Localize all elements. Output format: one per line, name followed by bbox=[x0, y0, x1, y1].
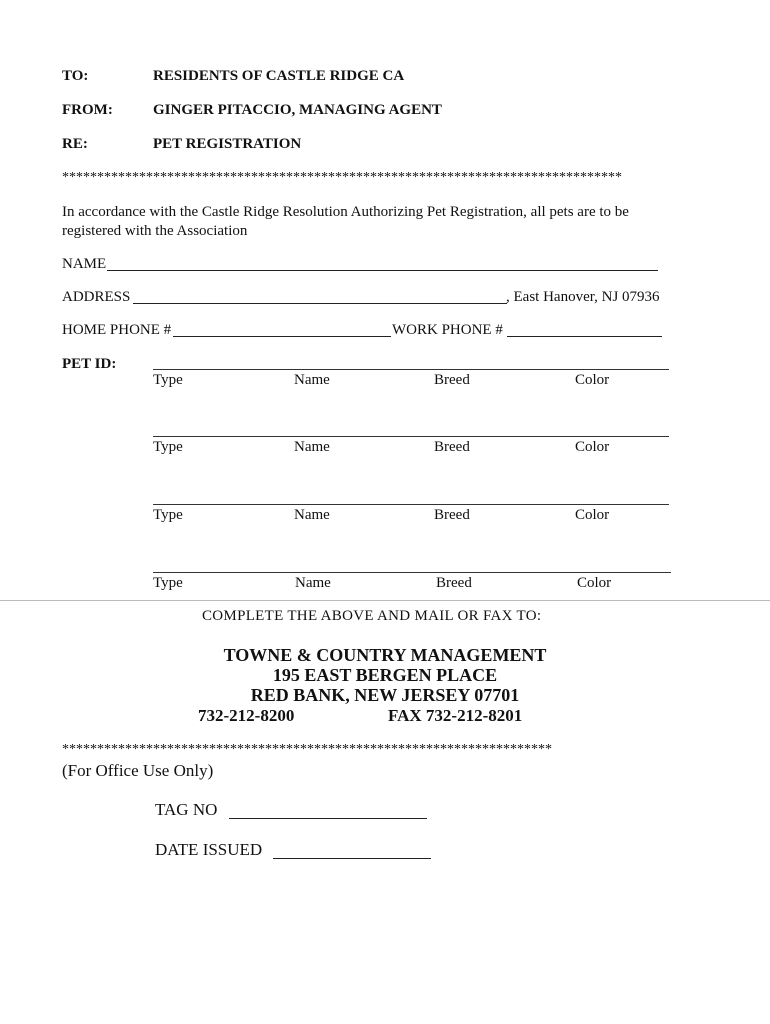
separator-stars-top: ******************************************************************************** bbox=[62, 170, 622, 185]
address-field[interactable] bbox=[133, 303, 507, 304]
pet-4-color-caption: Color bbox=[577, 575, 612, 591]
re-label: RE: bbox=[62, 136, 88, 152]
pet-4-name-caption: Name bbox=[295, 575, 331, 591]
pet-id-label: PET ID: bbox=[62, 356, 117, 372]
pet-3-color-caption: Color bbox=[575, 507, 610, 523]
home-phone-field[interactable] bbox=[173, 336, 391, 337]
name-label: NAME bbox=[62, 256, 107, 272]
tag-no-field[interactable] bbox=[229, 818, 427, 819]
address-suffix: , East Hanover, NJ 07936 bbox=[506, 289, 660, 305]
management-street: 195 EAST BERGEN PLACE bbox=[272, 665, 498, 685]
management-fax: FAX 732-212-8201 bbox=[388, 706, 523, 725]
work-phone-field[interactable] bbox=[507, 336, 662, 337]
pet-4-type-caption: Type bbox=[153, 575, 183, 591]
from-label: FROM: bbox=[62, 102, 113, 118]
mail-instruction: COMPLETE THE ABOVE AND MAIL OR FAX TO: bbox=[202, 608, 542, 624]
home-phone-label: HOME PHONE # bbox=[62, 322, 172, 338]
pet-3-type-caption: Type bbox=[153, 507, 183, 523]
pet-2-breed-caption: Breed bbox=[434, 439, 470, 455]
scan-fold-line bbox=[0, 600, 770, 601]
re-value: PET REGISTRATION bbox=[153, 136, 302, 152]
address-label: ADDRESS bbox=[62, 289, 131, 305]
office-use-title: (For Office Use Only) bbox=[62, 761, 214, 780]
work-phone-label: WORK PHONE # bbox=[392, 322, 503, 338]
pet-1-breed-caption: Breed bbox=[434, 372, 470, 388]
name-field[interactable] bbox=[107, 270, 658, 271]
date-issued-field[interactable] bbox=[273, 858, 431, 859]
pet-3-name-caption: Name bbox=[294, 507, 330, 523]
tag-no-label: TAG NO bbox=[155, 800, 218, 819]
to-value: RESIDENTS OF CASTLE RIDGE CA bbox=[153, 68, 405, 84]
pet-1-name-caption: Name bbox=[294, 372, 330, 388]
pet-4-field[interactable] bbox=[153, 572, 671, 573]
pet-1-field[interactable] bbox=[153, 369, 669, 370]
from-value: GINGER PITACCIO, MANAGING AGENT bbox=[153, 102, 442, 118]
pet-3-field[interactable] bbox=[153, 504, 669, 505]
management-city: RED BANK, NEW JERSEY 07701 bbox=[250, 685, 520, 705]
to-label: TO: bbox=[62, 68, 89, 84]
management-name: TOWNE & COUNTRY MANAGEMENT bbox=[223, 645, 547, 665]
pet-1-color-caption: Color bbox=[575, 372, 610, 388]
intro-paragraph: In accordance with the Castle Ridge Resolution Authorizing Pet Registration, all pets are to be registered with the Association bbox=[62, 204, 629, 239]
pet-1-type-caption: Type bbox=[153, 372, 183, 388]
pet-2-name-caption: Name bbox=[294, 439, 330, 455]
pet-4-breed-caption: Breed bbox=[436, 575, 472, 591]
pet-3-breed-caption: Breed bbox=[434, 507, 470, 523]
date-issued-label: DATE ISSUED bbox=[155, 840, 263, 859]
pet-2-color-caption: Color bbox=[575, 439, 610, 455]
pet-2-type-caption: Type bbox=[153, 439, 183, 455]
pet-2-field[interactable] bbox=[153, 436, 669, 437]
management-phone: 732-212-8200 bbox=[198, 706, 295, 725]
separator-stars-bottom: ********************************************************************** bbox=[62, 742, 552, 757]
